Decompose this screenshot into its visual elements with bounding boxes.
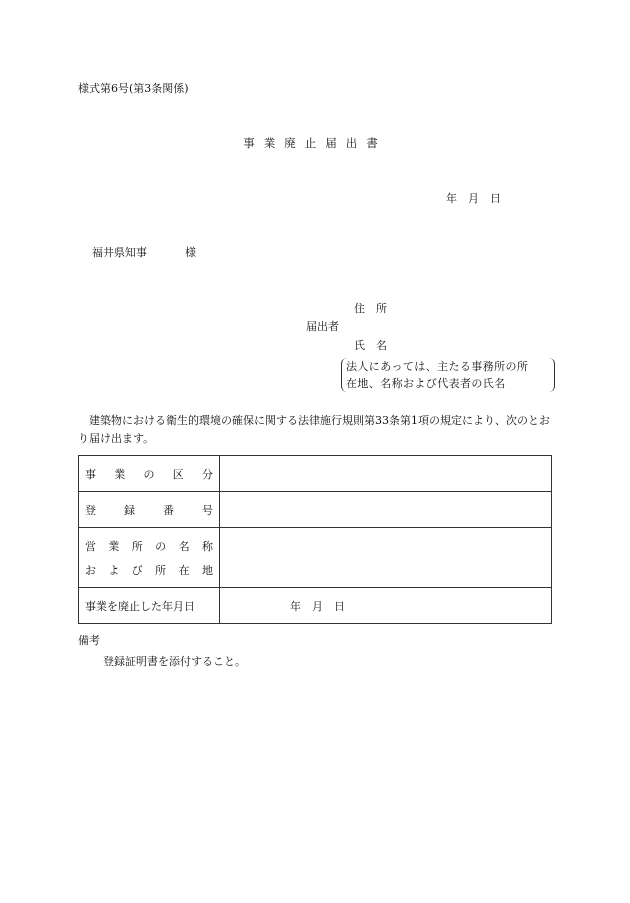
business-category-label: 事 業 の 区 分 (79, 456, 220, 492)
remarks-body: 登録証明書を添付すること。 (103, 655, 246, 668)
discontinuation-date-label: 事業を廃止した年月日 (79, 588, 220, 624)
office-name-location-label: 営 業 所 の 名 称 お よ び 所 在 地 (79, 528, 220, 588)
addressee-honorific: 様 (185, 246, 196, 259)
addressee-name: 福井県知事 (92, 246, 147, 259)
addressee (92, 244, 196, 260)
intro-paragraph: 建築物における衛生的環境の確保に関する法律施行規則第33条第1項の規定により、次のとおり届け出ます。 (78, 414, 550, 445)
submission-date: 年 月 日 (446, 192, 501, 205)
table-row-discontinuation-date (79, 588, 552, 624)
remarks-title: 備考 (78, 634, 100, 647)
discontinuation-date-value[interactable]: 年 月 日 (220, 588, 552, 624)
registration-number-value[interactable] (220, 492, 552, 528)
table-row-business-category (79, 456, 552, 492)
registration-number-label: 登 録 番 号 (79, 492, 220, 528)
corporation-note-line-1: 法人にあっては、主たる事務所の所 (346, 360, 529, 373)
details-table (78, 455, 552, 624)
notifier-label: 届出者 (306, 320, 339, 333)
table-row-registration-number (79, 492, 552, 528)
address-label: 住 所 (354, 302, 387, 315)
name-label: 氏 名 (354, 339, 387, 352)
office-name-location-value[interactable] (220, 528, 552, 588)
business-category-value[interactable] (220, 456, 552, 492)
form-number: 様式第6号(第3条関係) (78, 82, 189, 95)
corporation-note-line-2: 在地、名称および代表者の氏名 (346, 377, 506, 390)
table-row-office-name-location (79, 528, 552, 588)
document-title: 事業廃止届出書 (243, 136, 387, 150)
corporation-note (341, 358, 555, 392)
